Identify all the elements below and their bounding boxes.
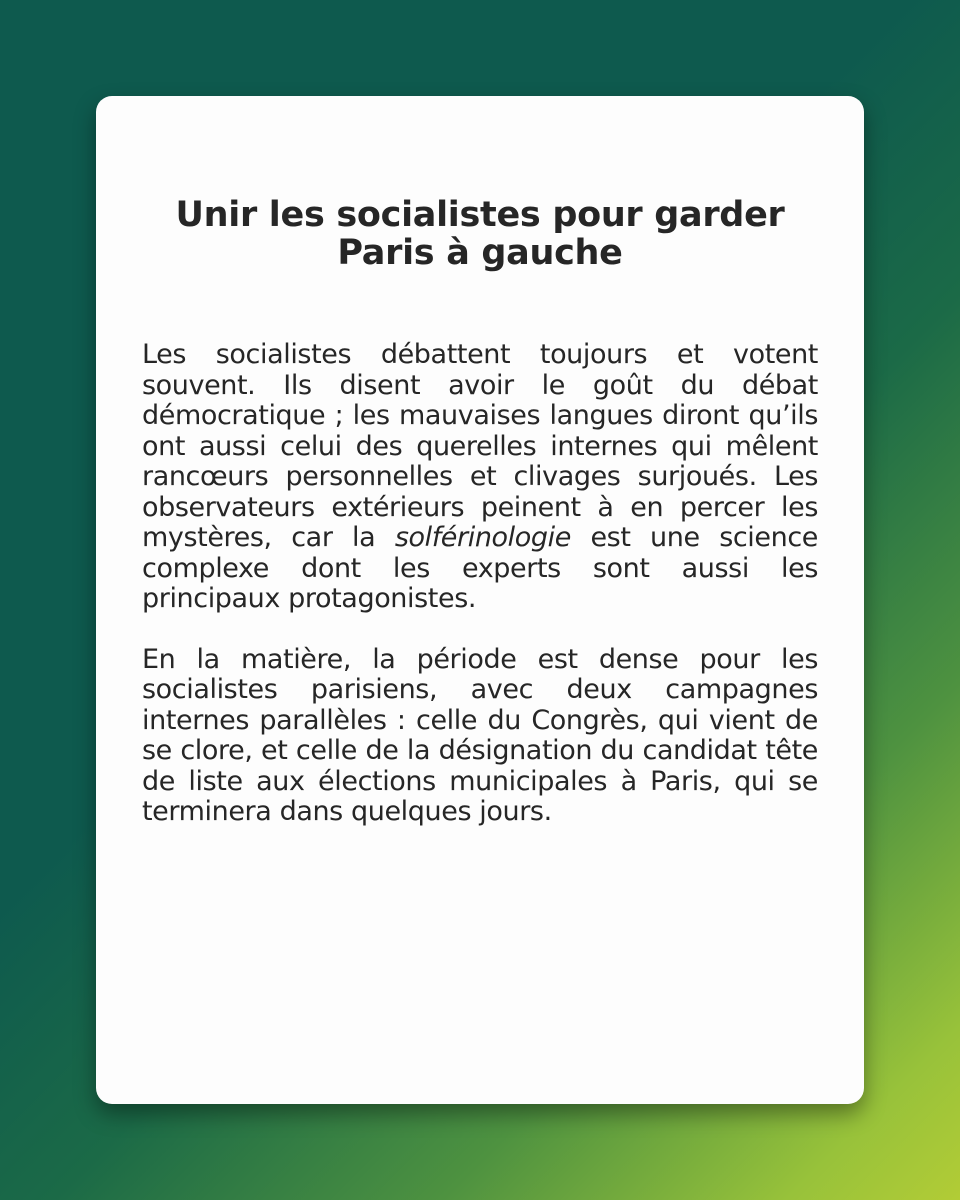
paragraph-2: En la matière, la période est dense pour les socialistes parisiens, avec deux campagnes internes parallèles : celle du Congrès, qui vient de se clore, et celle de la désignation du candidat tête de liste aux élections municipales à Paris, qui se terminera dans quelques jours. xyxy=(142,643,818,827)
article-body xyxy=(142,340,818,828)
article-title: Unir les socialistes pour garder Paris à gauche xyxy=(175,195,785,273)
paragraph-1-text-before: Les socialistes débattent toujours et votent souvent. Ils disent avoir le goût du débat démocratique ; les mauvaises langues diront qu’ils ont aussi celui des querelles internes qui mêlent rancœurs personnelles et clivages surjoués. Les observateurs extérieurs peinent à en percer les mystères, car la xyxy=(142,339,818,553)
article-card xyxy=(96,96,864,1104)
paragraph-1-text-after: est une science complexe dont les experts sont aussi les principaux protagonistes. xyxy=(142,522,818,614)
paragraph-1-emphasis: solférinologie xyxy=(394,522,571,553)
paragraph-1 xyxy=(142,340,818,615)
